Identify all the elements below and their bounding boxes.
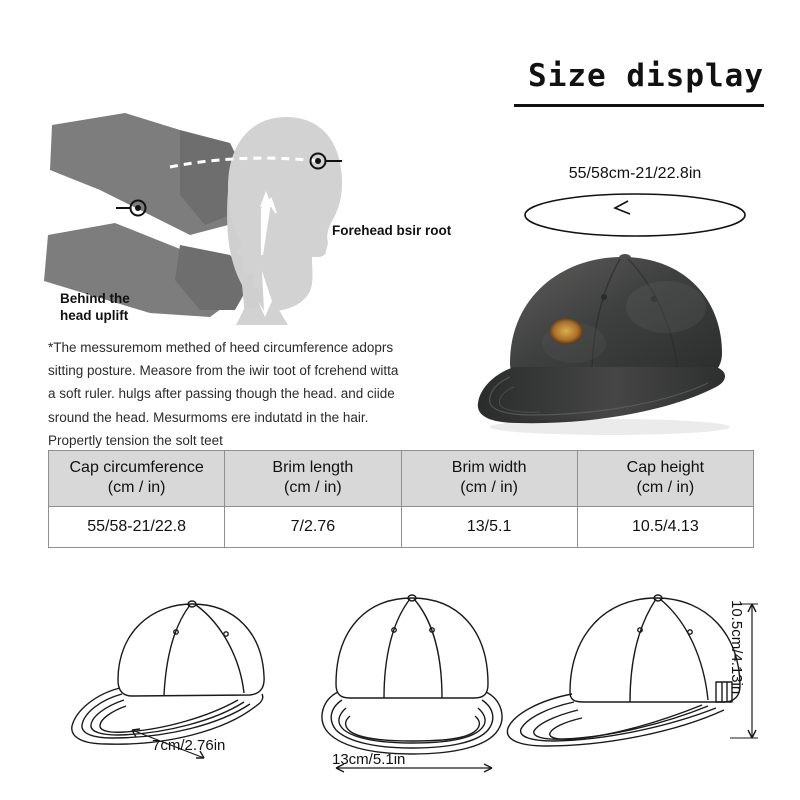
hat-drawing-middle — [322, 595, 502, 772]
title-block — [404, 58, 764, 107]
dimension-brim-length: 7cm/2.76in — [152, 737, 226, 754]
th-brim-width — [401, 451, 577, 507]
th-main: Brim width — [451, 459, 527, 476]
table-row — [49, 506, 754, 547]
behind-head-callout-label: Behind the head uplift — [60, 291, 130, 323]
forehead-callout-label: Forehead bsir root — [332, 223, 452, 238]
circumference-block — [500, 165, 770, 241]
th-sub: (cm / in) — [636, 479, 695, 497]
behind-callout-dot — [135, 205, 141, 211]
td-brim-width: 13/5.1 — [401, 506, 577, 547]
td-cap-circumference: 55/58-21/22.8 — [49, 506, 225, 547]
th-main: Cap circumference — [69, 459, 204, 476]
hat-product-photo — [470, 235, 765, 435]
th-main: Brim length — [272, 459, 354, 476]
th-brim-length — [225, 451, 401, 507]
th-sub: (cm / in) — [460, 479, 519, 497]
hat-drawing-left — [72, 601, 264, 758]
hat-photo-graphic — [470, 235, 765, 435]
title-underline — [514, 104, 764, 107]
td-brim-length: 7/2.76 — [225, 506, 401, 547]
dimension-cap-height: 10.5cm/4.13in — [728, 600, 745, 695]
th-main: Cap height — [626, 459, 705, 476]
forehead-callout-dot — [315, 158, 321, 164]
head-measurement-diagram — [30, 95, 450, 325]
th-sub: (cm / in) — [107, 479, 166, 497]
circumference-ellipse-graphic — [520, 189, 750, 241]
table-header-row — [49, 451, 754, 507]
th-sub: (cm / in) — [283, 479, 342, 497]
hat-drawing-right — [507, 595, 758, 746]
th-cap-height — [577, 451, 753, 507]
dimension-brim-width: 13cm/5.1in — [332, 751, 406, 768]
td-cap-height: 10.5/4.13 — [577, 506, 753, 547]
th-cap-circumference — [49, 451, 225, 507]
page-title: Size display — [528, 58, 764, 94]
specification-table — [48, 450, 754, 548]
measurement-note: *The messuremom methed of heed circumference adoprs sitting posture. Measore from the iwir toot of fcrehend witta a soft ruler. hulgs after passing though the head. and ciide sround the head. Mesurmoms ere indutatd in the hair. Propertly tension the solt teet — [48, 340, 399, 448]
circumference-label: 55/58cm-21/22.8in — [568, 165, 702, 182]
